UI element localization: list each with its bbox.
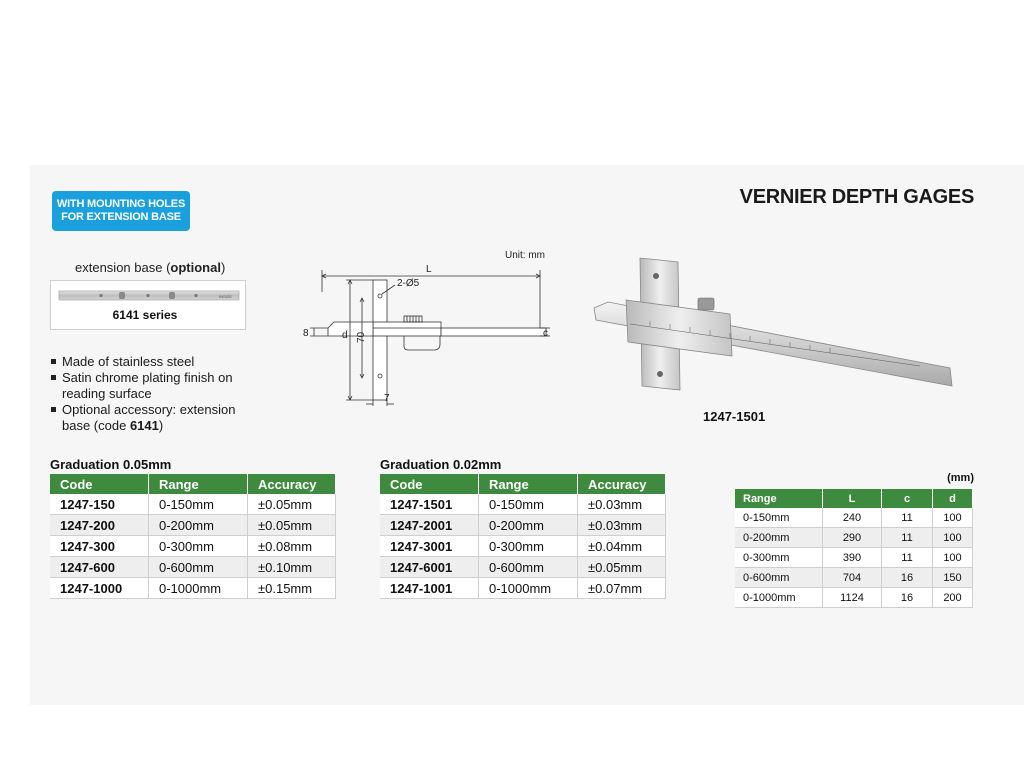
table-row: 1247-150 0-150mm ±0.05mm	[50, 494, 336, 515]
dim-hole: 2-Ø5	[397, 278, 420, 289]
dim-c: c	[543, 328, 548, 339]
feature-item: Made of stainless steel	[50, 354, 260, 370]
table-header-row	[380, 474, 666, 494]
col-range: Range	[735, 489, 823, 508]
table-row: 1247-300 0-300mm ±0.08mm	[50, 536, 336, 557]
extension-bar-stamp: INSIZE	[219, 294, 232, 299]
graduation-002-table	[380, 474, 666, 599]
table-row: 1247-1000 0-1000mm ±0.15mm	[50, 578, 336, 599]
col-code: Code	[380, 474, 479, 494]
table-row: 1247-200 0-200mm ±0.05mm	[50, 515, 336, 536]
badge-line-1: WITH MOUNTING HOLES	[56, 198, 186, 210]
col-accuracy: Accuracy	[578, 474, 666, 494]
feature-item: Satin chrome plating finish on reading surface	[50, 370, 260, 402]
dim-L: L	[426, 264, 432, 275]
dimensions-table	[735, 489, 973, 608]
dim-70: 70	[356, 331, 367, 343]
extension-series-label: 6141 series	[112, 308, 178, 322]
extension-base-label: extension base (optional)	[75, 260, 226, 275]
table-row: 1247-600 0-600mm ±0.10mm	[50, 557, 336, 578]
feature-item: Optional accessory: extension base (code 6141)	[50, 402, 260, 434]
col-code: Code	[50, 474, 149, 494]
table-row: 0-200mm 290 11 100	[735, 528, 973, 548]
table-row: 1247-6001 0-600mm ±0.05mm	[380, 557, 666, 578]
table-row: 0-1000mm 1124 16 200	[735, 588, 973, 608]
col-range: Range	[149, 474, 248, 494]
content-panel	[30, 165, 1024, 705]
technical-drawing	[300, 258, 560, 418]
graduation-005-table	[50, 474, 336, 599]
table-header-row	[50, 474, 336, 494]
dim-7: 7	[384, 393, 390, 404]
col-range: Range	[479, 474, 578, 494]
feature-list	[50, 354, 260, 434]
table-row: 0-300mm 390 11 100	[735, 548, 973, 568]
col-c: c	[882, 489, 933, 508]
table-header-row	[735, 489, 973, 508]
col-d: d	[933, 489, 973, 508]
table-row: 1247-2001 0-200mm ±0.03mm	[380, 515, 666, 536]
dimensions-unit-label: (mm)	[947, 472, 974, 484]
table-row: 0-600mm 704 16 150	[735, 568, 973, 588]
dim-d: d	[342, 330, 348, 341]
table-row: 1247-1501 0-150mm ±0.03mm	[380, 494, 666, 515]
col-L: L	[823, 489, 882, 508]
col-accuracy: Accuracy	[248, 474, 336, 494]
mounting-holes-badge	[52, 191, 190, 231]
product-photo	[590, 250, 960, 398]
product-code-label: 1247-1501	[703, 409, 766, 424]
table-row: 1247-3001 0-300mm ±0.04mm	[380, 536, 666, 557]
table-row: 0-150mm 240 11 100	[735, 508, 973, 528]
dim-8: 8	[303, 328, 309, 339]
page-title: VERNIER DEPTH GAGES	[739, 186, 974, 208]
diagram-unit-label: Unit: mm	[505, 250, 545, 261]
badge-line-2: FOR EXTENSION BASE	[61, 211, 181, 223]
table1-title: Graduation 0.05mm	[50, 457, 172, 472]
extension-base-image-frame	[50, 280, 246, 330]
table2-title: Graduation 0.02mm	[380, 457, 502, 472]
lock-screw	[698, 298, 714, 310]
table-row: 1247-1001 0-1000mm ±0.07mm	[380, 578, 666, 599]
